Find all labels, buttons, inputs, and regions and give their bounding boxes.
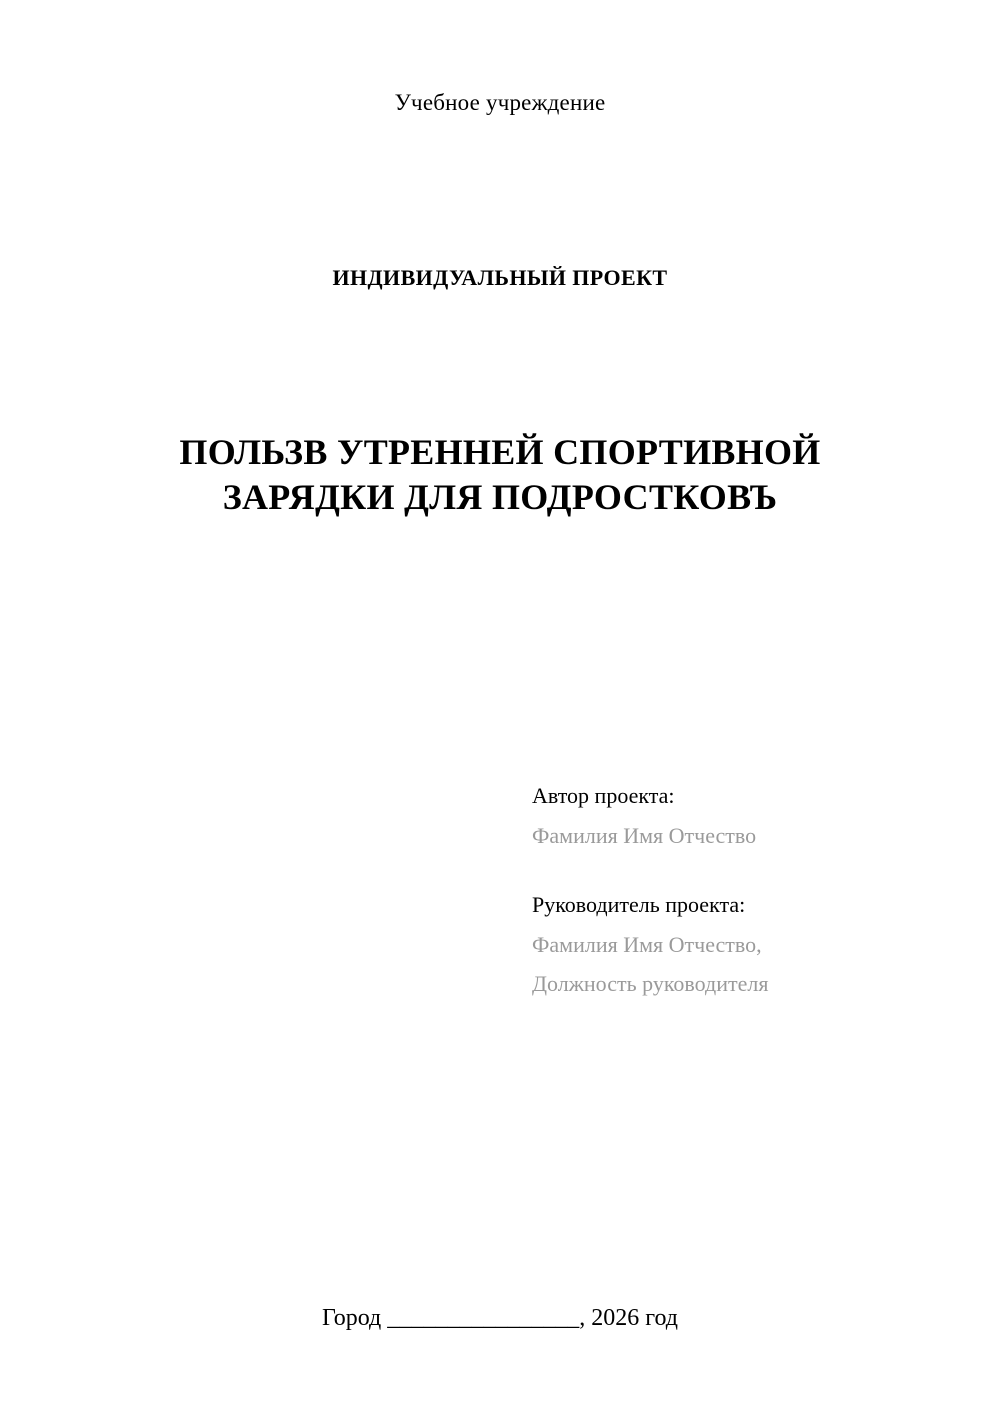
supervisor-label: Руководитель проекта: xyxy=(532,891,746,917)
institution-name: Учебное учреждение xyxy=(394,90,606,115)
page-title-line-1: ПОЛЬЗВ УТРЕННЕЙ СПОРТИВНОЙ xyxy=(179,432,821,472)
author-label: Автор проекта: xyxy=(532,783,675,808)
document-type: ИНДИВИДУАЛЬНЫЙ ПРОЕКТ xyxy=(332,265,668,290)
credits-block xyxy=(532,785,932,1007)
page-title-line-2: ЗАРЯДКИ ДЛЯ ПОДРОСТКОВЪ xyxy=(222,477,778,517)
city-year-footer: Город ________________, 2026 год xyxy=(321,1305,679,1331)
credits-spacer xyxy=(532,860,932,894)
supervisor-value-line-1: Фамилия Имя Отчество, xyxy=(532,931,762,957)
author-value: Фамилия Имя Отчество xyxy=(532,823,757,848)
supervisor-value-line-2: Должность руководителя xyxy=(532,970,769,996)
page-title xyxy=(90,430,910,520)
